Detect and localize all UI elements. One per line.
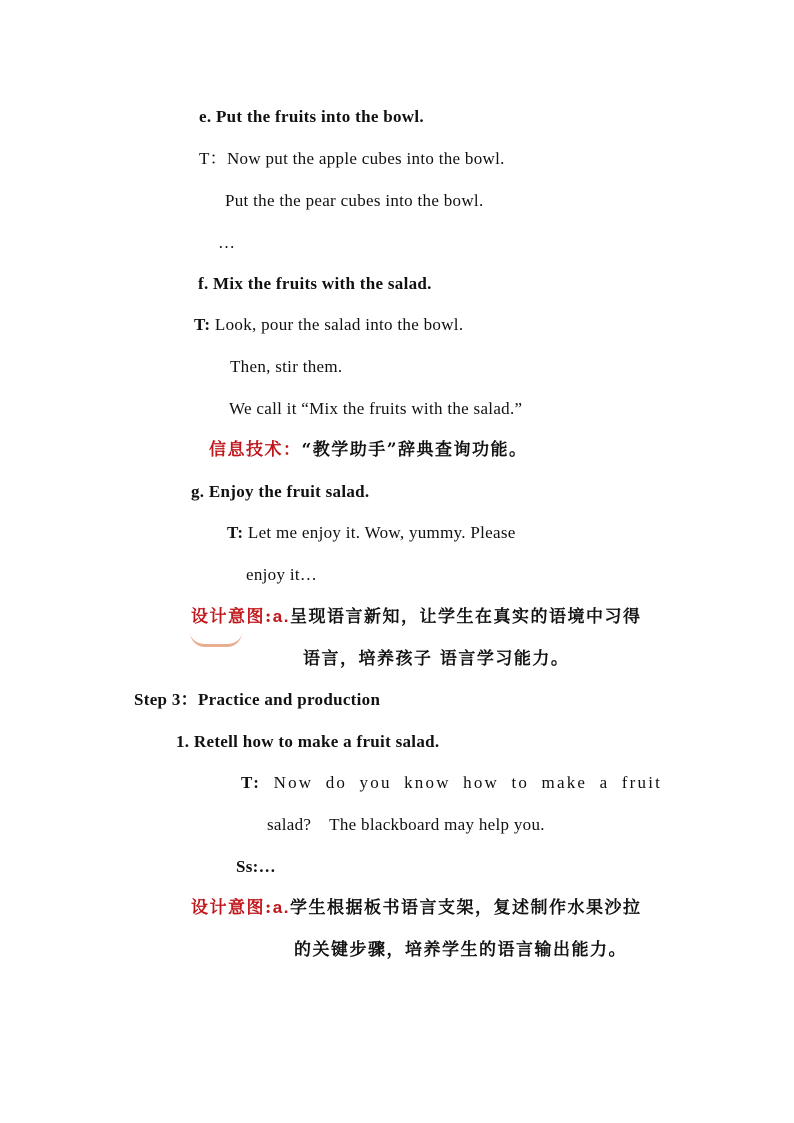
- task1-line-1-text: Now do you know how to make a fruit: [273, 773, 663, 792]
- step-f-line-1-text: Look, pour the salad into the bowl.: [214, 315, 464, 334]
- step-f-title: f. Mix the fruits with the salad.: [198, 274, 432, 293]
- task1-line-1: [241, 772, 662, 794]
- step-e-title: e. Put the fruits into the bowl.: [199, 107, 424, 126]
- task1-title: 1. Retell how to make a fruit salad.: [176, 732, 440, 751]
- design-intent-2-line-2: 的关键步骤，培养学生的语言输出能力。: [294, 940, 627, 960]
- step-g-line-1: [227, 522, 516, 544]
- it-note: [209, 439, 528, 461]
- design-intent-2-line-1: [191, 897, 641, 919]
- step-f-line-2: Then, stir them.: [230, 357, 343, 376]
- step-e-ellipsis: …: [218, 233, 236, 252]
- design-intent-1-text-1: 呈现语言新知，让学生在真实的语境中习得: [289, 607, 642, 627]
- design-intent-1-line-2: 语言，培养孩子 语言学习能力。: [303, 649, 570, 669]
- it-note-label: 信息技术：: [209, 440, 302, 460]
- teacher-label: T:: [241, 773, 262, 792]
- step-g-line-2: enjoy it…: [246, 565, 318, 584]
- step-f-line-3: We call it “Mix the fruits with the salad.”: [229, 399, 523, 418]
- teacher-label: T:: [194, 315, 211, 334]
- step-g-title: g. Enjoy the fruit salad.: [191, 482, 370, 501]
- design-intent-label: 设计意图:: [191, 607, 273, 627]
- design-intent-1-line-1: [191, 606, 641, 628]
- step3-heading: Step 3：Practice and production: [134, 690, 381, 709]
- step-e-line-2: Put the the pear cubes into the bowl.: [225, 191, 484, 210]
- design-intent-label: 设计意图:: [191, 898, 273, 918]
- task1-line-2: salad? The blackboard may help you.: [267, 815, 545, 834]
- it-note-text: “教学助手”辞典查询功能。: [301, 440, 528, 460]
- step-e-line-1: T：Now put the apple cubes into the bowl.: [199, 149, 505, 168]
- task1-students: Ss:…: [236, 857, 276, 876]
- step-f-line-1: [194, 314, 463, 336]
- teacher-label: T:: [227, 523, 244, 542]
- step-g-line-1-text: Let me enjoy it. Wow, yummy. Please: [247, 523, 516, 542]
- design-intent-marker: a.: [272, 898, 290, 917]
- decorative-curve: [190, 632, 242, 647]
- design-intent-marker: a.: [272, 607, 290, 626]
- design-intent-2-text-1: 学生根据板书语言支架，复述制作水果沙拉: [289, 898, 642, 918]
